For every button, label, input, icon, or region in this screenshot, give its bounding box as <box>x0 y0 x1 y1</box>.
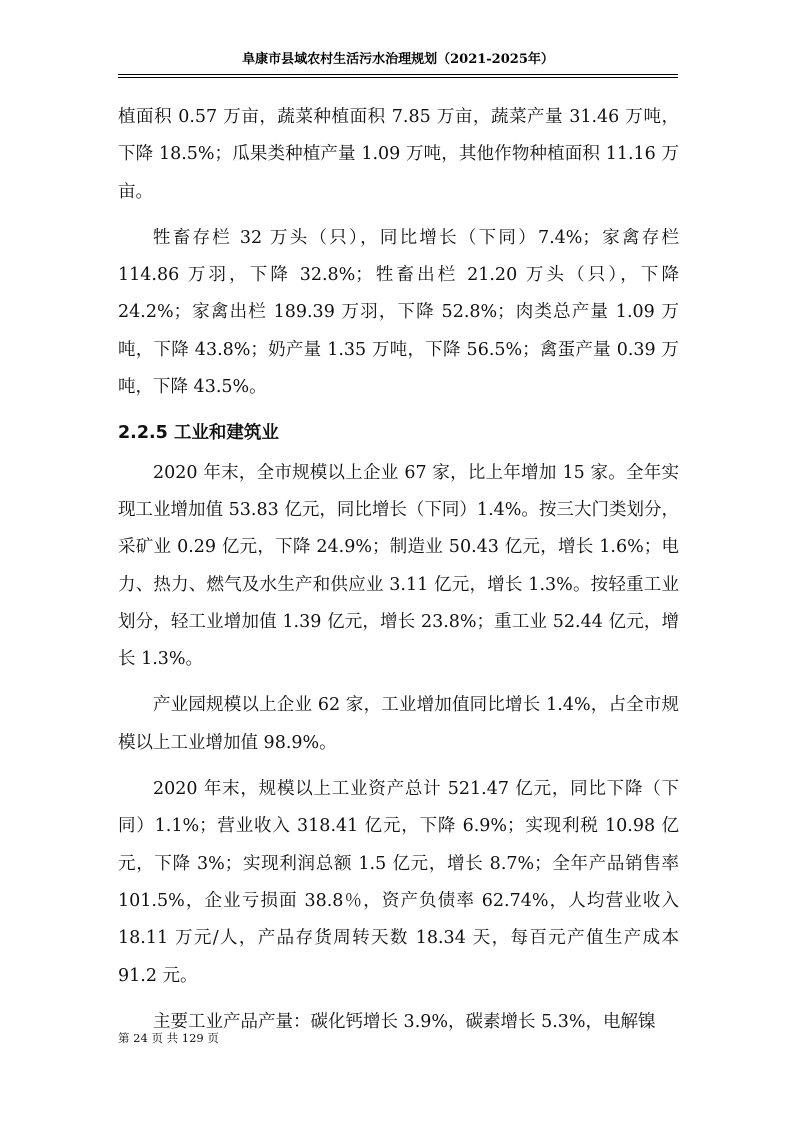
header-rule-thin <box>118 77 678 78</box>
paragraph-main-products: 主要工业产品产量：碳化钙增长 3.9%，碳素增长 5.3%，电解镍 <box>153 1011 656 1032</box>
paragraph-crop-area: 植面积 0.57 万亩，蔬菜种植面积 7.85 万亩，蔬菜产量 31.46 万吨，下降 18.5%；瓜果类种植产量 1.09 万吨，其他作物种植面积 11.16 万亩。 <box>118 107 679 202</box>
page-header-title: 阜康市县域农村生活污水治理规划（2021-2025年） <box>242 52 554 67</box>
header-rule <box>118 74 678 75</box>
paragraph-industrial-assets: 2020 年末，规模以上工业资产总计 521.47 亿元，同比下降（下同）1.1%；营业收入 318.41 亿元，下降 6.9%；实现利税 10.98 亿元，下降 3%；实现利润总额 1.5 亿元，增长 8.7%；全年产品销售率 101.5%，企业亏损面 38.8％，资产负债率 62.74%，人均营业收入 18.11 万元/人，产品存货周转天数 18.34 天，每百元产值生产成本 91.2 元。 <box>118 779 679 986</box>
paragraph-industrial-park: 产业园规模以上企业 62 家，工业增加值同比增长 1.4%，占全市规模以上工业增加值 98.9%。 <box>118 695 679 753</box>
paragraph-livestock: 牲畜存栏 32 万头（只），同比增长（下同）7.4%；家禽存栏 114.86 万羽，下降 32.8%；牲畜出栏 21.20 万头（只），下降 24.2%；家禽出栏 189.39 万羽，下降 52.8%；肉类总产量 1.09 万吨，下降 43.8%；奶产量 1.35 万吨，下降 56.5%；禽蛋产量 0.39 万吨，下降 43.5%。 <box>118 227 679 398</box>
section-heading: 2.2.5 工业和建筑业 <box>118 423 279 444</box>
page-number: 第 24 页 共 129 页 <box>118 1031 219 1045</box>
document-body <box>118 99 679 1050</box>
paragraph-industry-overview: 2020 年末，全市规模以上企业 67 家，比上年增加 15 家。全年实现工业增加值 53.83 亿元，同比增长（下同）1.4%。按三大门类划分，采矿业 0.29 亿元，下降 24.9%；制造业 50.43 亿元，增长 1.6%；电力、热力、燃气及水生产和供应业 3.11 亿元，增长 1.3%。按轻重工业划分，轻工业增加值 1.39 亿元，增长 23.8%；重工业 52.44 亿元，增长 1.3%。 <box>118 462 679 670</box>
